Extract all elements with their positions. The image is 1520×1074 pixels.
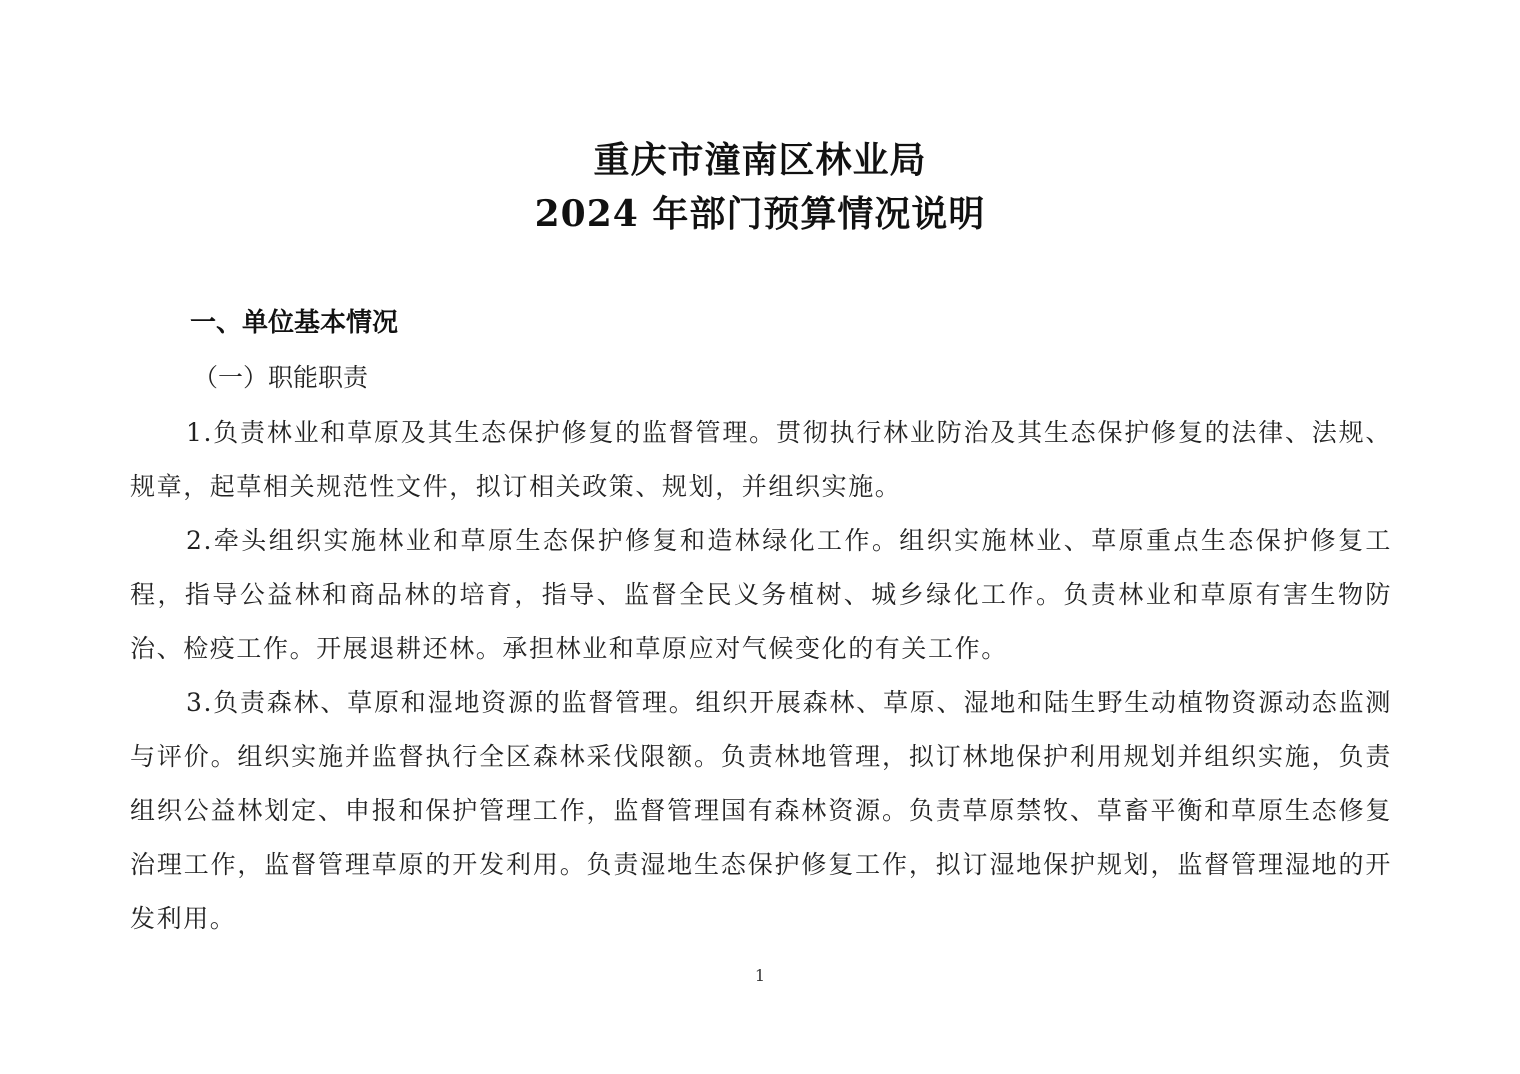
paragraph-1: 1.负责林业和草原及其生态保护修复的监督管理。贯彻执行林业防治及其生态保护修复的法律、法规、规章，起草相关规范性文件，拟订相关政策、规划，并组织实施。	[130, 418, 1392, 501]
section-heading: 一、单位基本情况	[190, 308, 399, 338]
subsection-heading: （一）职能职责	[193, 363, 369, 392]
document-subtitle: 2024 年部门预算情况说明	[534, 193, 986, 235]
paragraph-3: 3.负责森林、草原和湿地资源的监督管理。组织开展森林、草原、湿地和陆生野生动植物资源动态监测与评价。组织实施并监督执行全区森林采伐限额。负责林地管理，拟订林地保护利用规划并组织实施，负责组织公益林划定、申报和保护管理工作，监督管理国有森林资源。负责草原禁牧、草畜平衡和草原生态修复治理工作，监督管理草原的开发利用。负责湿地生态保护修复工作，拟订湿地保护规划，监督管理湿地的开发利用。	[130, 688, 1392, 933]
page-number: 1	[754, 966, 766, 985]
document-title: 重庆市潼南区林业局	[593, 139, 927, 181]
paragraph-2: 2.牵头组织实施林业和草原生态保护修复和造林绿化工作。组织实施林业、草原重点生态保护修复工程，指导公益林和商品林的培育，指导、监督全民义务植树、城乡绿化工作。负责林业和草原有害生物防治、检疫工作。开展退耕还林。承担林业和草原应对气候变化的有关工作。	[130, 526, 1392, 663]
